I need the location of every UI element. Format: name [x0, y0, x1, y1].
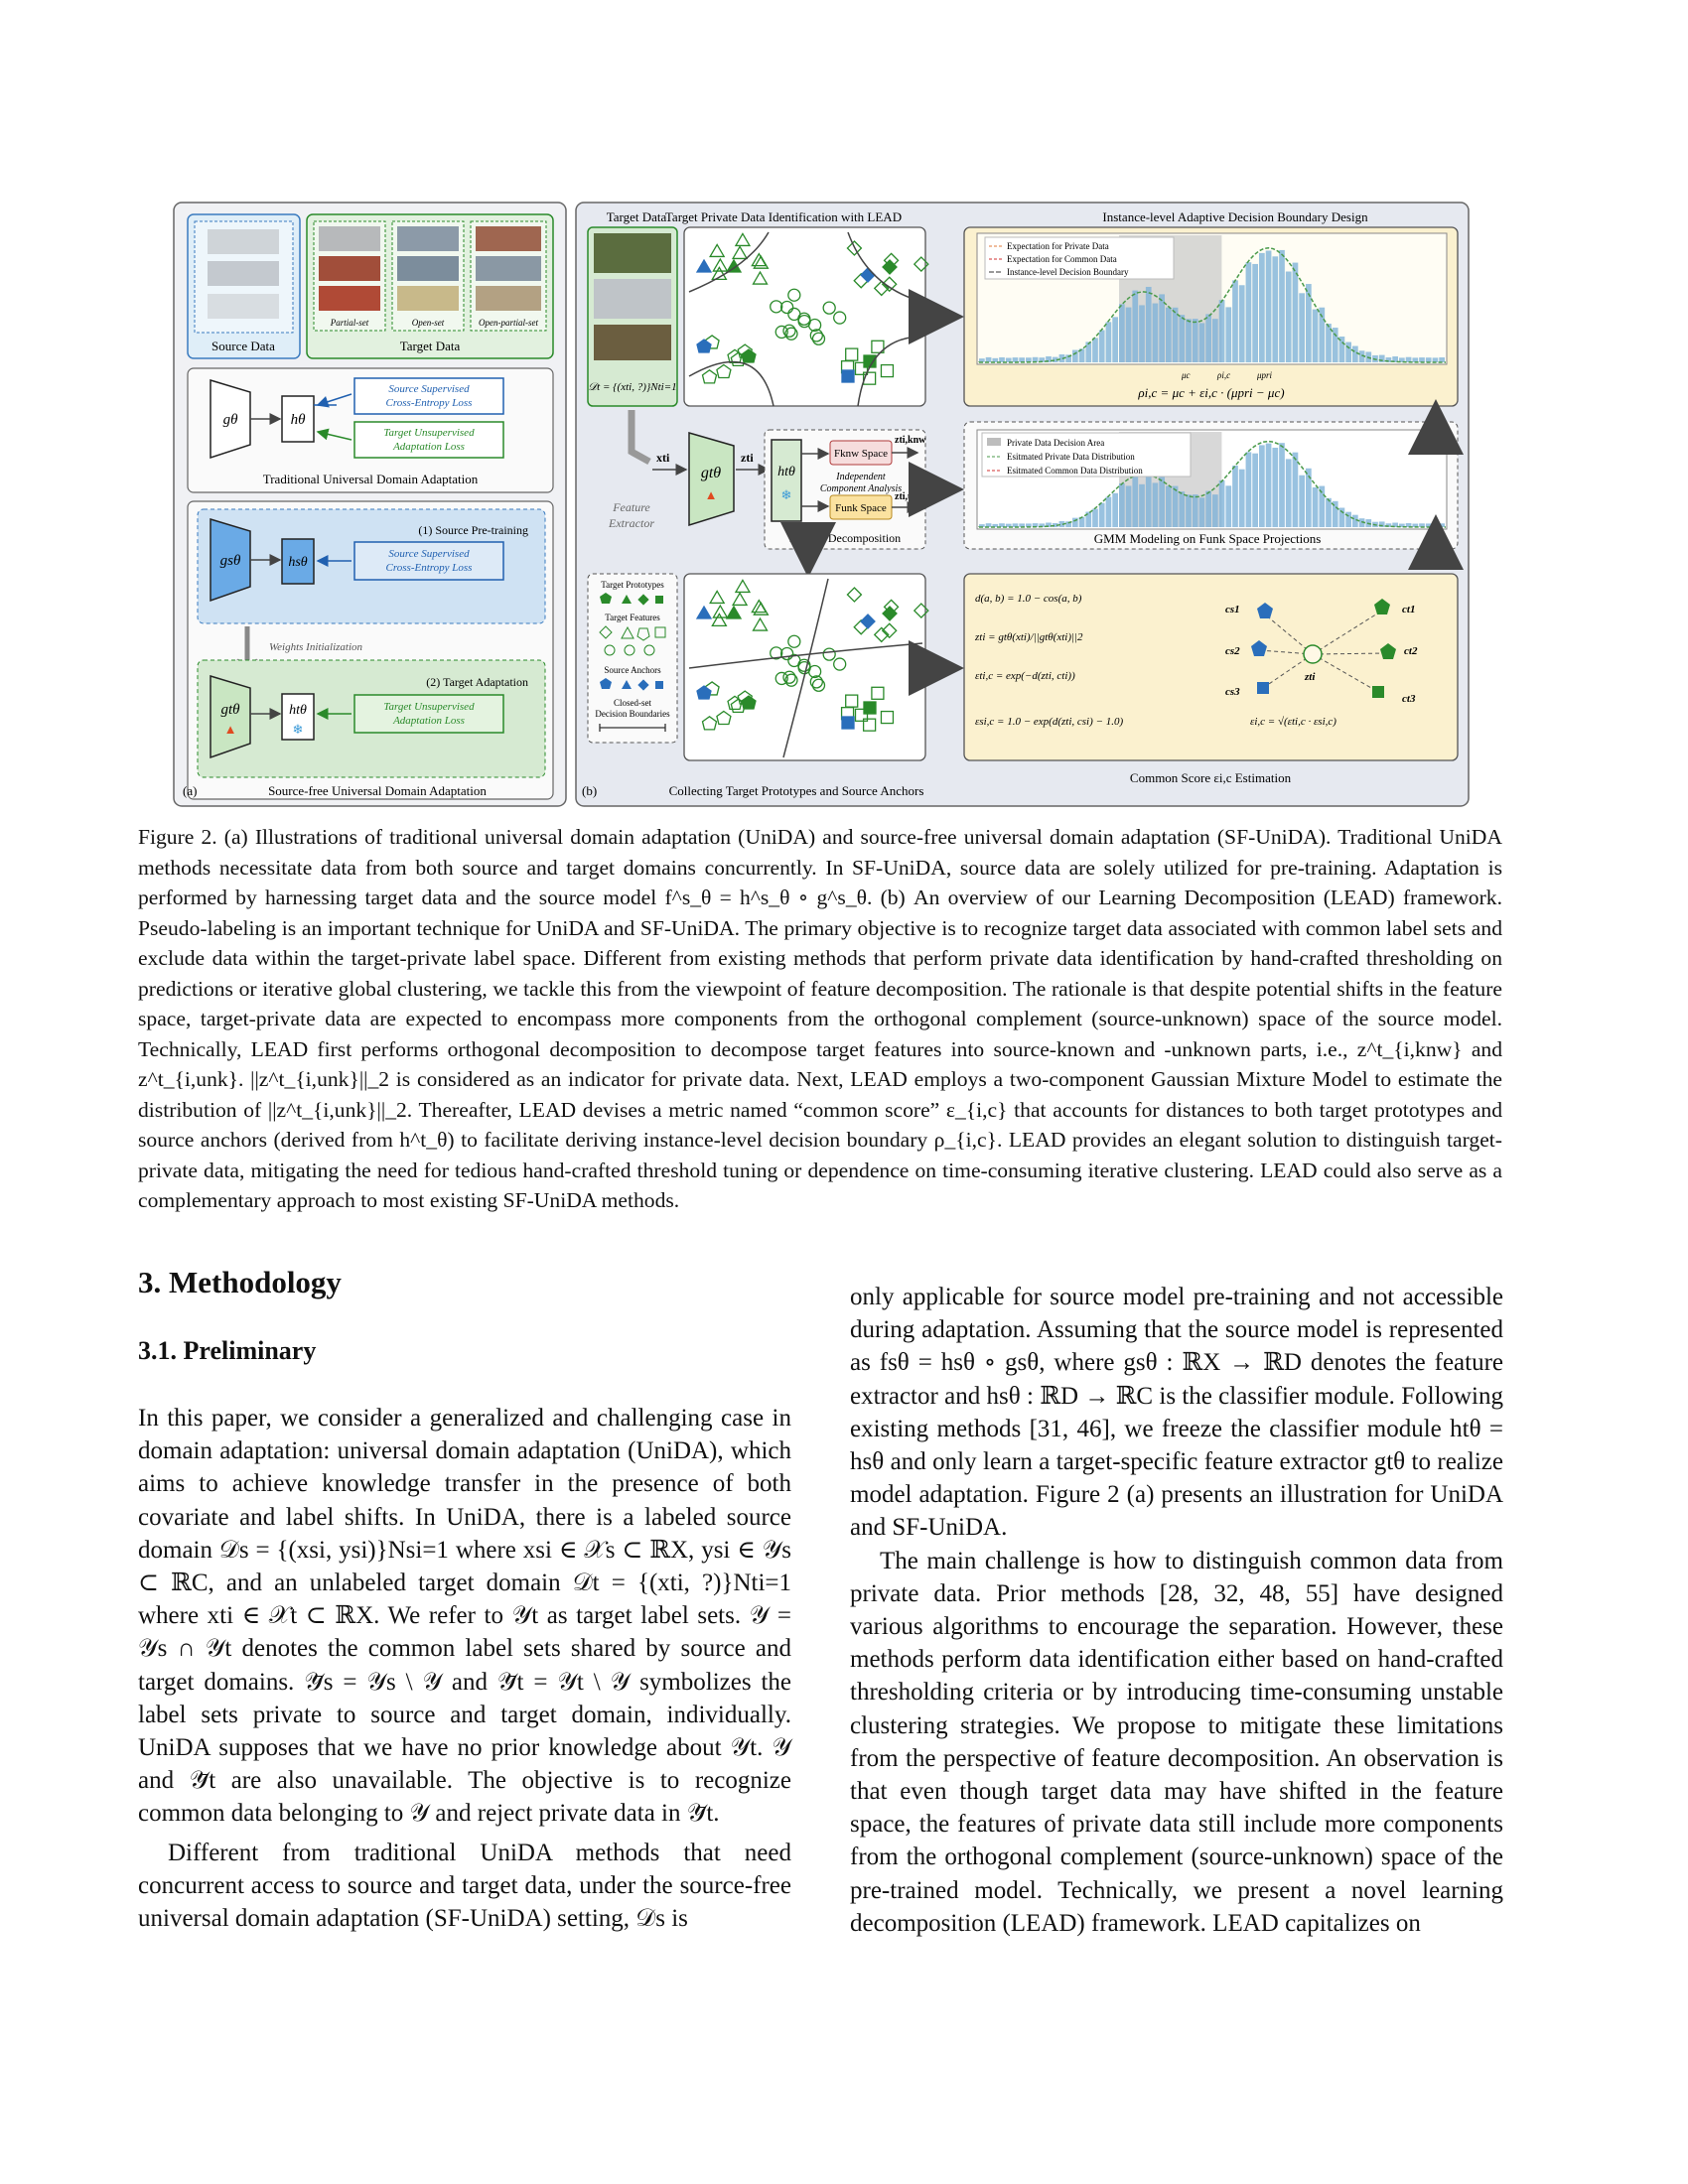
collect-title: Collecting Target Prototypes and Source Anchors [668, 783, 924, 798]
right-column [850, 1281, 1503, 1940]
hist-bar [1106, 496, 1112, 527]
hist-bar [1293, 263, 1299, 362]
subsection-title: 3.1. Preliminary [138, 1336, 317, 1365]
fire-icon: ▲ [223, 722, 237, 737]
partial-set-label: Partial-set [330, 318, 369, 328]
hist-bar [1146, 287, 1152, 362]
hist-bar [1286, 271, 1292, 362]
hist-bar [1153, 304, 1159, 362]
left-para-1: In this paper, we consider a generalized and challenging case in domain adaptation: universal domain adaptation (UniDA), which aims to achieve knowledge transfer in the presence of both covariate and label shifts. In UniDA, there is a labeled source domain 𝒟s = {(xsi, ysi)}Nsi=1 where xsi ∈ 𝒳s ⊂ ℝX, ysi ∈ 𝒴s ⊂ ℝC, and an unlabeled target domain 𝒟t = {(xti, ?)}Nti=1 where xti ∈ 𝒳t ⊂ ℝX. We refer to 𝒴t as target label sets. 𝒴 = 𝒴s ∩ 𝒴t denotes the common label sets shared by source and target domains. 𝒴̄s = 𝒴s \ 𝒴 and 𝒴̄t = 𝒴t \ 𝒴 symbolizes the label sets private to source and target domain, individually. UniDA supposes that we have no prior knowledge about 𝒴t. 𝒴 and 𝒴̄t are also unavailable. The objective is to recognize common data belonging to 𝒴 and reject private data in 𝒴̄t. [138, 1405, 791, 1828]
sf-loss-sup-line2: Cross-Entropy Loss [385, 562, 473, 574]
hist-bar [1219, 300, 1225, 362]
hist-bar [1193, 494, 1198, 527]
hist-bar [1252, 264, 1258, 362]
hist-bar [1159, 477, 1165, 527]
ica-1: Independent [836, 472, 886, 482]
c-label-t2: ct2 [1404, 645, 1418, 657]
legend-mid [982, 433, 1191, 477]
gt-extractor-label: gtθ [700, 465, 722, 481]
feature-extractor-1: Feature [613, 500, 650, 514]
h-theta-label: hθ [290, 412, 306, 428]
hist-bar [1345, 342, 1351, 362]
closed-set-2: Decision Boundaries [595, 709, 670, 719]
hist-bar [1225, 307, 1231, 362]
snowflake-icon: ❄ [292, 722, 304, 737]
formula-1: d(a, b) = 1.0 − cos(a, b) [975, 593, 1082, 605]
hist-bar [1092, 338, 1098, 362]
hist-bar [1092, 509, 1098, 527]
ht-classifier-label: htθ [777, 465, 795, 479]
hist-bar [1272, 256, 1278, 362]
loss-unsup-line2: Adaptation Loss [393, 441, 465, 453]
hist-bar [1266, 250, 1272, 362]
gmm-title: GMM Modeling on Funk Space Projections [1093, 531, 1322, 546]
legend-mid-2: Esitmated Private Data Distribution [1007, 452, 1135, 462]
mu-c-label: μc [1182, 370, 1191, 380]
hist-bar [1139, 484, 1145, 527]
hist-bar [1212, 319, 1218, 362]
hist-bar [1179, 491, 1185, 527]
fire-icon-b: ▲ [704, 487, 718, 502]
hist-bar [1239, 285, 1245, 362]
legend-mid-1: Private Data Decision Area [1007, 438, 1105, 448]
target-data-label-b: Target Data [606, 209, 667, 224]
hist-bar [1232, 466, 1238, 527]
target-adaptation-label: (2) Target Adaptation [426, 675, 528, 689]
hist-bar [1166, 486, 1172, 527]
panel-a-letter: (a) [183, 783, 198, 798]
mu-pri-label: μpri [1257, 370, 1273, 380]
hist-bar [1199, 323, 1205, 362]
hist-bar [1186, 319, 1192, 362]
hist-bar [1272, 448, 1278, 527]
rho-label: ρi,c [1217, 370, 1231, 380]
hist-bar [1166, 308, 1172, 362]
top-scatter-box [684, 227, 925, 406]
legend-mid-3: Esitmated Common Data Distribution [1007, 466, 1143, 476]
rho-formula: ρi,c = μc + εi,c · (μpri − μc) [1138, 385, 1285, 400]
hist-bar [1259, 445, 1265, 527]
hist-bar [1119, 483, 1125, 527]
hist-bar [1232, 280, 1238, 362]
hist-bar [1313, 310, 1319, 362]
hist-bar [1352, 346, 1358, 362]
hist-bar [1193, 319, 1198, 362]
hist-bar [1339, 508, 1345, 527]
z-knw-label: zti,knw [895, 435, 926, 446]
hist-bar [1333, 328, 1338, 362]
snowflake-icon-b: ❄ [780, 487, 792, 502]
hist-bar [1106, 322, 1112, 362]
hist-bar [1313, 487, 1319, 527]
target-features-label: Target Features [605, 613, 660, 622]
hist-bar [1072, 350, 1078, 362]
hist-bar [1306, 469, 1312, 527]
hist-bar [1186, 494, 1192, 527]
hist-bar [1139, 305, 1145, 362]
hist-bar [1112, 493, 1118, 527]
traditional-unida-title: Traditional Universal Domain Adaptation [262, 472, 479, 486]
hist-bar [1246, 452, 1252, 527]
hist-bar [1173, 486, 1179, 527]
hist-bar [1279, 443, 1285, 527]
hist-bar [1306, 284, 1312, 362]
right-para-1: only applicable for source model pre-training and not accessible during adaptation. Assuming that the source model is represented as fsθ = hsθ ∘ gsθ, where gsθ : ℝX → ℝD denotes the feature extractor and hsθ : ℝD → ℝC is the classifier module. Following existing methods [31, 46], we freeze the classifier module htθ = hsθ and only learn a target-specific feature extractor gtθ to realize model adaptation. Figure 2 (a) presents an illustration for UniDA and SF-UniDA. [850, 1284, 1503, 1542]
scatter-marker [842, 717, 854, 729]
left-para-2: Different from traditional UniDA methods that need concurrent access to source and target data, under the source-free universal domain adaptation (SF-UniDA) setting, 𝒟s is [138, 1839, 791, 1933]
hist-bar [1119, 304, 1125, 362]
sf-loss-unsup-line2: Adaptation Loss [393, 715, 465, 727]
ht-classifier-box [772, 440, 801, 521]
target-prototypes-label: Target Prototypes [601, 580, 664, 590]
hist-bar [1326, 498, 1332, 527]
hist-bar [1299, 476, 1305, 527]
feature-decomp-label: Feature Decomposition [788, 531, 902, 545]
x-label: xti [656, 451, 670, 465]
gs-label: gsθ [219, 553, 241, 569]
fknw-label: Fknw Space [833, 448, 889, 460]
hist-bar [1279, 250, 1285, 362]
c-label-t1: ct1 [1402, 604, 1416, 615]
boundary-title: Instance-level Adaptive Decision Boundary Design [1102, 209, 1368, 224]
sf-loss-unsup-line1: Target Unsupervised [383, 701, 475, 713]
feature-extractor-2: Extractor [609, 516, 654, 530]
hist-bar [1126, 308, 1132, 362]
loss-unsup-line1: Target Unsupervised [383, 427, 475, 439]
z-label: zti [741, 451, 754, 465]
private-id-title: Target Private Data Identification with LEAD [664, 209, 903, 224]
gt-label: gtθ [220, 702, 240, 718]
hist-bar [1159, 294, 1165, 362]
formula-2: zti = gtθ(xti)/||gtθ(xti)||2 [975, 631, 1083, 643]
hist-bar [1173, 308, 1179, 362]
closed-set-1: Closed-set [614, 698, 651, 708]
hist-bar [1286, 459, 1292, 527]
hist-bar [1239, 470, 1245, 527]
hist-bar [1146, 471, 1152, 527]
figure-caption: Figure 2. (a) Illustrations of traditional universal domain adaptation (UniDA) and source-free universal domain adaptation (SF-UniDA). Traditional UniDA methods necessitate data from both source and target domains concurrently. In SF-UniDA, source data are solely utilized for pre-training. Adaptation is performed by harnessing target data and the source model f^s_θ = h^s_θ ∘ g^s_θ. (b) An overview of our Learning Decomposition (LEAD) framework. Pseudo-labeling is an important technique for UniDA and SF-UniDA. The primary objective is to recognize target data associated with common label sets and exclude data within the target-private label space. Different from existing methods that perform private data identification by hand-crafted thresholding on predictions or iterative global clustering, we tackle this from the viewpoint of feature decomposition. The rationale is that despite potential shifts in the feature space, target-private data are expected to encompass more components from the orthogonal complement (source-unknown) space of the source model. Technically, LEAD first performs orthogonal decomposition to decompose target features into source-known and -unknown parts, i.e., z^t_{i,knw} and z^t_{i,unk}. ||z^t_{i,unk}||_2 is considered as an indicator for private data. Next, LEAD employs a two-component Gaussian Mixture Model to estimate the distribution of ||z^t_{i,unk}||_2. Thereafter, LEAD devises a metric named “common score” ε_{i,c} that accounts for distances to both target prototypes and source anchors (derived from h^t_θ) to facilitate deriving instance-level decision boundary ρ_{i,c}. LEAD provides an elegant solution to distinguish target-private data, mitigating the need for tedious hand-crafted threshold tuning or dependence on time-consuming iterative clustering. LEAD could also serve as a complementary approach to most existing SF-UniDA methods. [138, 825, 1502, 1212]
panel-b-letter: (b) [582, 783, 598, 798]
legend-top-1: Expectation for Private Data [1007, 241, 1109, 251]
hist-bar [1099, 503, 1105, 527]
hist-bar [1153, 482, 1159, 527]
z-center-label: zti [1305, 671, 1316, 683]
hist-bar [1099, 331, 1105, 362]
source-data-label: Source Data [211, 339, 275, 353]
hist-bar [1112, 317, 1118, 362]
hist-bar [1266, 444, 1272, 527]
common-score-title: Common Score εi,c Estimation [1129, 770, 1292, 785]
figure-2 [173, 202, 1471, 809]
loss-sup-line2: Cross-Entropy Loss [385, 397, 473, 409]
g-theta-label: gθ [222, 412, 238, 428]
scatter-marker [864, 702, 876, 714]
c-label-t3: ct3 [1402, 693, 1416, 705]
hist-bar [1199, 497, 1205, 527]
loss-sup-line1: Source Supervised [388, 383, 470, 395]
c-label-s3: cs3 [1225, 686, 1240, 698]
hist-bar [1299, 293, 1305, 362]
ht-label: htθ [289, 703, 307, 718]
target-data-formula: 𝒟t = {(xti, ?)}Nti=1 [588, 381, 677, 393]
hist-bar [1205, 491, 1211, 527]
hist-bar [1379, 355, 1385, 362]
legend-top [985, 237, 1174, 279]
formula-4: εsi,c = 1.0 − exp(d(zti, csi) − 1.0) [975, 716, 1124, 728]
hist-bar [1179, 315, 1185, 362]
source-pretraining-label: (1) Source Pre-training [418, 523, 528, 537]
source-anchors-label: Source Anchors [604, 665, 661, 675]
scatter-marker [842, 370, 854, 382]
c-label-s2: cs2 [1225, 645, 1240, 657]
hist-bar [1132, 474, 1138, 527]
ica-2: Component Analysis [819, 483, 903, 494]
z-unk-label: zti,unk [895, 491, 924, 502]
open-set-label: Open-set [411, 318, 445, 328]
hist-bar [1352, 515, 1358, 527]
right-para-2: The main challenge is how to distinguish common data from private data. Prior methods [28, 32, 48, 55] have designed various algorithms to encourage the separation. However, these methods perform data identification either based on hand-crafted thresholding criteria or by introducing time-consuming unstable clustering strategies. We propose to mitigate these limitations from the perspective of feature decomposition. An observation is that even though target data may have shifted in the feature space, the features of private data still include more components from the orthogonal complement (source-unknown) space of the pre-trained model. Technically, we present a novel learning decomposition (LEAD) framework. LEAD capitalizes on [850, 1547, 1503, 1937]
sf-loss-sup-line1: Source Supervised [388, 548, 470, 560]
legend-top-2: Expectation for Common Data [1007, 254, 1117, 264]
hist-bar [1252, 454, 1258, 527]
hist-bar [1212, 494, 1218, 527]
hist-bar [1293, 453, 1299, 527]
hist-bar [1246, 262, 1252, 362]
hist-bar [1205, 314, 1211, 362]
formula-3: εti,c = exp(−d(zti, cti)) [975, 670, 1075, 682]
hist-bar [1259, 253, 1265, 362]
hist-bar [1085, 341, 1091, 362]
funk-label: Funk Space [835, 502, 887, 514]
hs-label: hsθ [288, 555, 308, 570]
weights-init-label: Weights Initialization [269, 641, 363, 653]
formula-5: εi,c = √(εti,c · εsi,c) [1250, 716, 1336, 728]
hist-bar [1126, 485, 1132, 527]
hist-bar [1225, 485, 1231, 527]
hist-bar [1219, 480, 1225, 527]
target-data-label-a: Target Data [399, 339, 461, 353]
hist-bar [1132, 291, 1138, 362]
left-column [138, 1402, 791, 1935]
hist-bar [986, 357, 992, 362]
c-label-s1: cs1 [1225, 604, 1240, 615]
section-title: 3. Methodology [138, 1265, 342, 1299]
open-partial-set-label: Open-partial-set [479, 318, 538, 328]
legend-top-3: Instance-level Decision Boundary [1007, 267, 1129, 277]
sf-unida-title: Source-free Universal Domain Adaptation [268, 783, 487, 798]
